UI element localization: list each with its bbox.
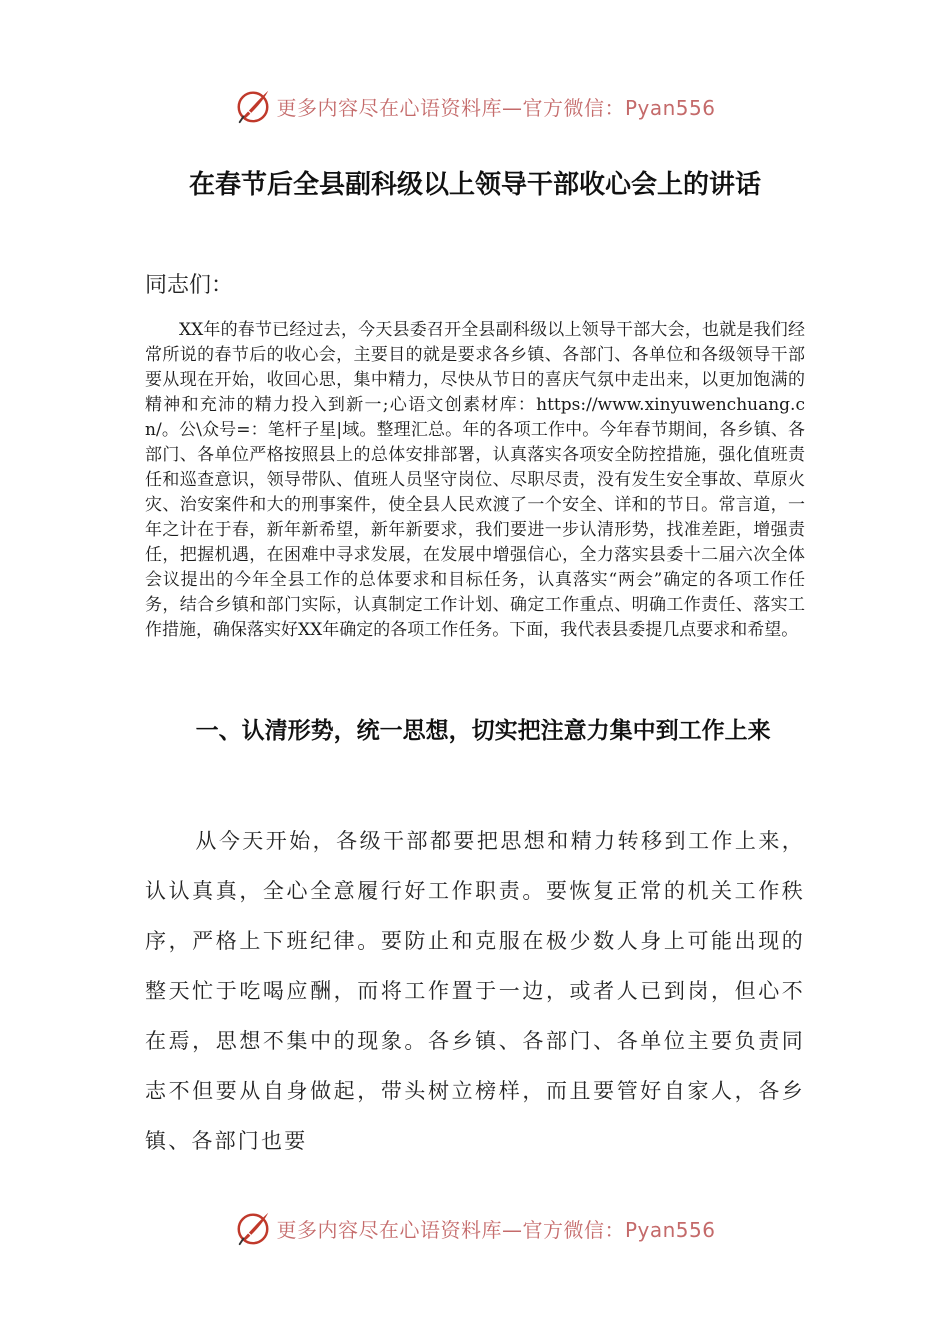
document-title: 在春节后全县副科级以上领导干部收心会上的讲话 (188, 170, 761, 200)
quill-pen-logo-icon (234, 1209, 272, 1247)
footer-banner-text: 更多内容尽在心语资料库—官方微信：Pyan556 (276, 1217, 716, 1242)
section-1-heading: 一、认清形势，统一思想，切实把注意力集中到工作上来 (195, 718, 771, 744)
salutation: 同志们： (145, 273, 234, 298)
section-1-paragraph: 从今天开始，各级干部都要把思想和精力转移到工作上来，认认真真，全心全意履行好工作职责。要恢复正常的机关工作秩序，严格上下班纪律。要防止和克服在极少数人身上可能出现的整天忙于吃喝应酬，而将工作置于一边，或者人已到岗，但心不在焉，思想不集中的现象。各乡镇、各部门、各单位主要负责同志不但要从自身做起，带头树立榜样，而且要管好自家人，各乡镇、各部门也要 (145, 829, 805, 1153)
header-banner (0, 84, 950, 128)
intro-paragraph: XX年的春节已经过去，今天县委召开全县副科级以上领导干部大会，也就是我们经常所说的春节后的收心会，主要目的就是要求各乡镇、各部门、各单位和各级领导干部要从现在开始，收回心思，集中精力，尽快从节日的喜庆气氛中走出来，以更加饱满的精神和充沛的精力投入到新一;心语文创素材库：https://www.xinyuwenchuang.cn/。公\众号=：笔杆子星|域。整理汇总。年的各项工作中。今年春节期间，各乡镇、各部门、各单位严格按照县上的总体安排部署，认真落实各项安全防控措施，强化值班责任和巡查意识，领导带队、值班人员坚守岗位、尽职尽责，没有发生安全事故、草原火灾、治安案件和大的刑事案件，使全县人民欢渡了一个安全、详和的节日。常言道，一年之计在于春，新年新希望，新年新要求，我们要进一步认清形势，找准差距，增强责任，把握机遇，在困难中寻求发展，在发展中增强信心，全力落实县委十二届六次全体会议提出的今年全县工作的总体要求和目标任务，认真落实“两会”确定的各项工作任务，结合乡镇和部门实际，认真制定工作计划、确定工作重点、明确工作责任、落实工作措施，确保落实好XX年确定的各项工作任务。下面，我代表县委提几点要求和希望。 (145, 320, 805, 640)
header-banner-text: 更多内容尽在心语资料库—官方微信：Pyan556 (276, 95, 716, 120)
quill-pen-logo-icon (234, 87, 272, 125)
footer-banner (0, 1206, 950, 1250)
